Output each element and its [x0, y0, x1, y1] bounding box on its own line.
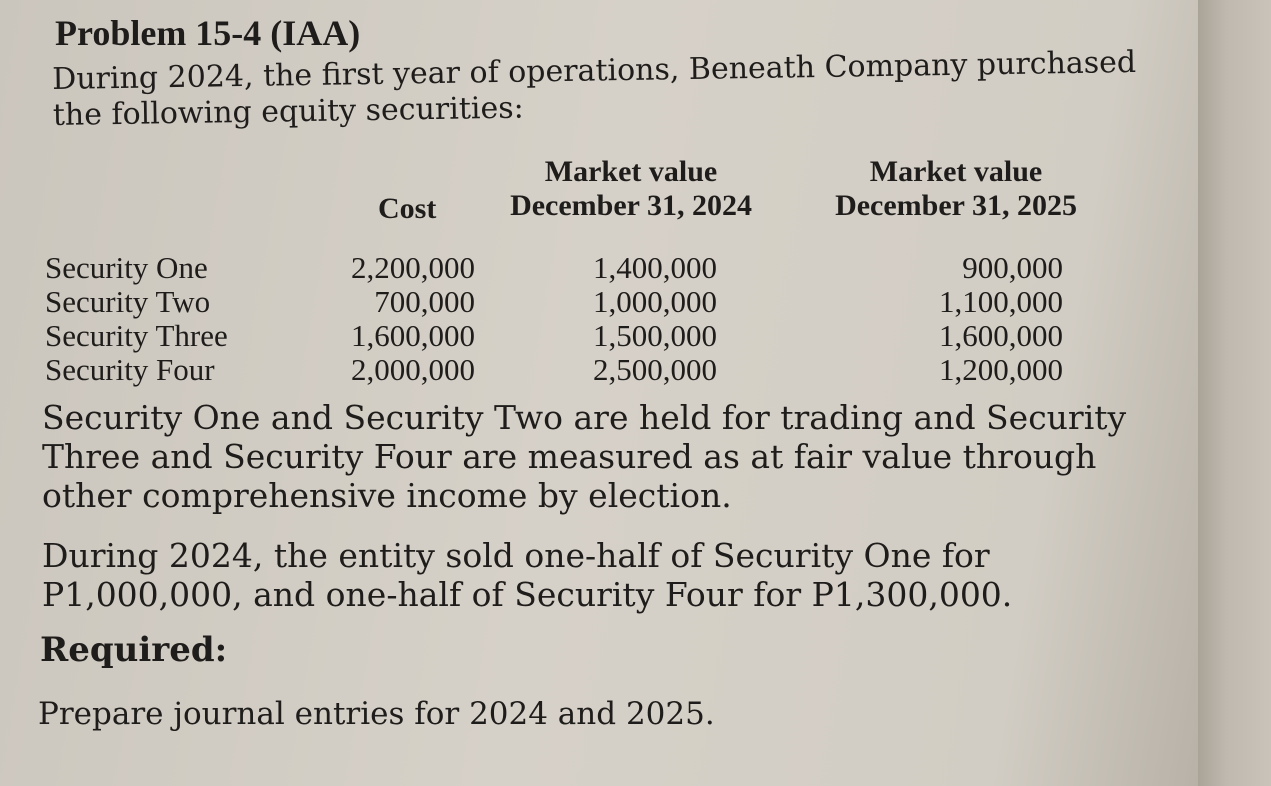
column-header-market-value-2024 [476, 155, 786, 223]
security-mv-2025: 1,200,000 [939, 352, 1063, 387]
security-mv-2025: 900,000 [962, 250, 1063, 285]
page-edge [1198, 0, 1271, 786]
security-name: Security Four [45, 352, 215, 387]
column-header-line: Market value [544, 155, 718, 188]
column-header-line: December 31, 2025 [835, 189, 1077, 222]
security-name: Security Two [45, 284, 211, 319]
security-mv-2024: 1,400,000 [593, 250, 717, 285]
security-mv-2024: 1,000,000 [593, 284, 717, 319]
table-row [45, 352, 1075, 386]
column-header-line: December 31, 2024 [510, 189, 752, 222]
column-header-cost: Cost [378, 192, 437, 225]
intro-paragraph: During 2024, the first year of operations, Beneath Company purchased the following equity securities: [52, 44, 1137, 133]
security-cost: 2,200,000 [351, 250, 475, 285]
column-header-line: Market value [869, 155, 1043, 188]
table-row [45, 284, 1075, 318]
security-cost: 700,000 [374, 284, 475, 319]
sale-paragraph: During 2024, the entity sold one-half of Security One for P1,000,000, and one-half of Security Four for P1,300,000. [42, 536, 1013, 614]
table-row [45, 250, 1075, 284]
security-name: Security One [45, 250, 208, 285]
security-mv-2025: 1,100,000 [939, 284, 1063, 319]
classification-paragraph: Security One and Security Two are held for trading and Security Three and Security Four are measured as at fair value through other comprehensive income by election. [42, 398, 1127, 515]
required-heading: Required: [40, 630, 228, 670]
security-name: Security Three [45, 318, 228, 353]
security-mv-2024: 1,500,000 [593, 318, 717, 353]
security-cost: 1,600,000 [351, 318, 475, 353]
security-mv-2025: 1,600,000 [939, 318, 1063, 353]
security-mv-2024: 2,500,000 [593, 352, 717, 387]
column-header-market-value-2025 [806, 155, 1106, 223]
problem-title: Problem 15-4 (IAA) [55, 13, 361, 53]
securities-table [45, 250, 1075, 386]
instruction-text: Prepare journal entries for 2024 and 2025. [38, 696, 715, 732]
security-cost: 2,000,000 [351, 352, 475, 387]
table-row [45, 318, 1075, 352]
